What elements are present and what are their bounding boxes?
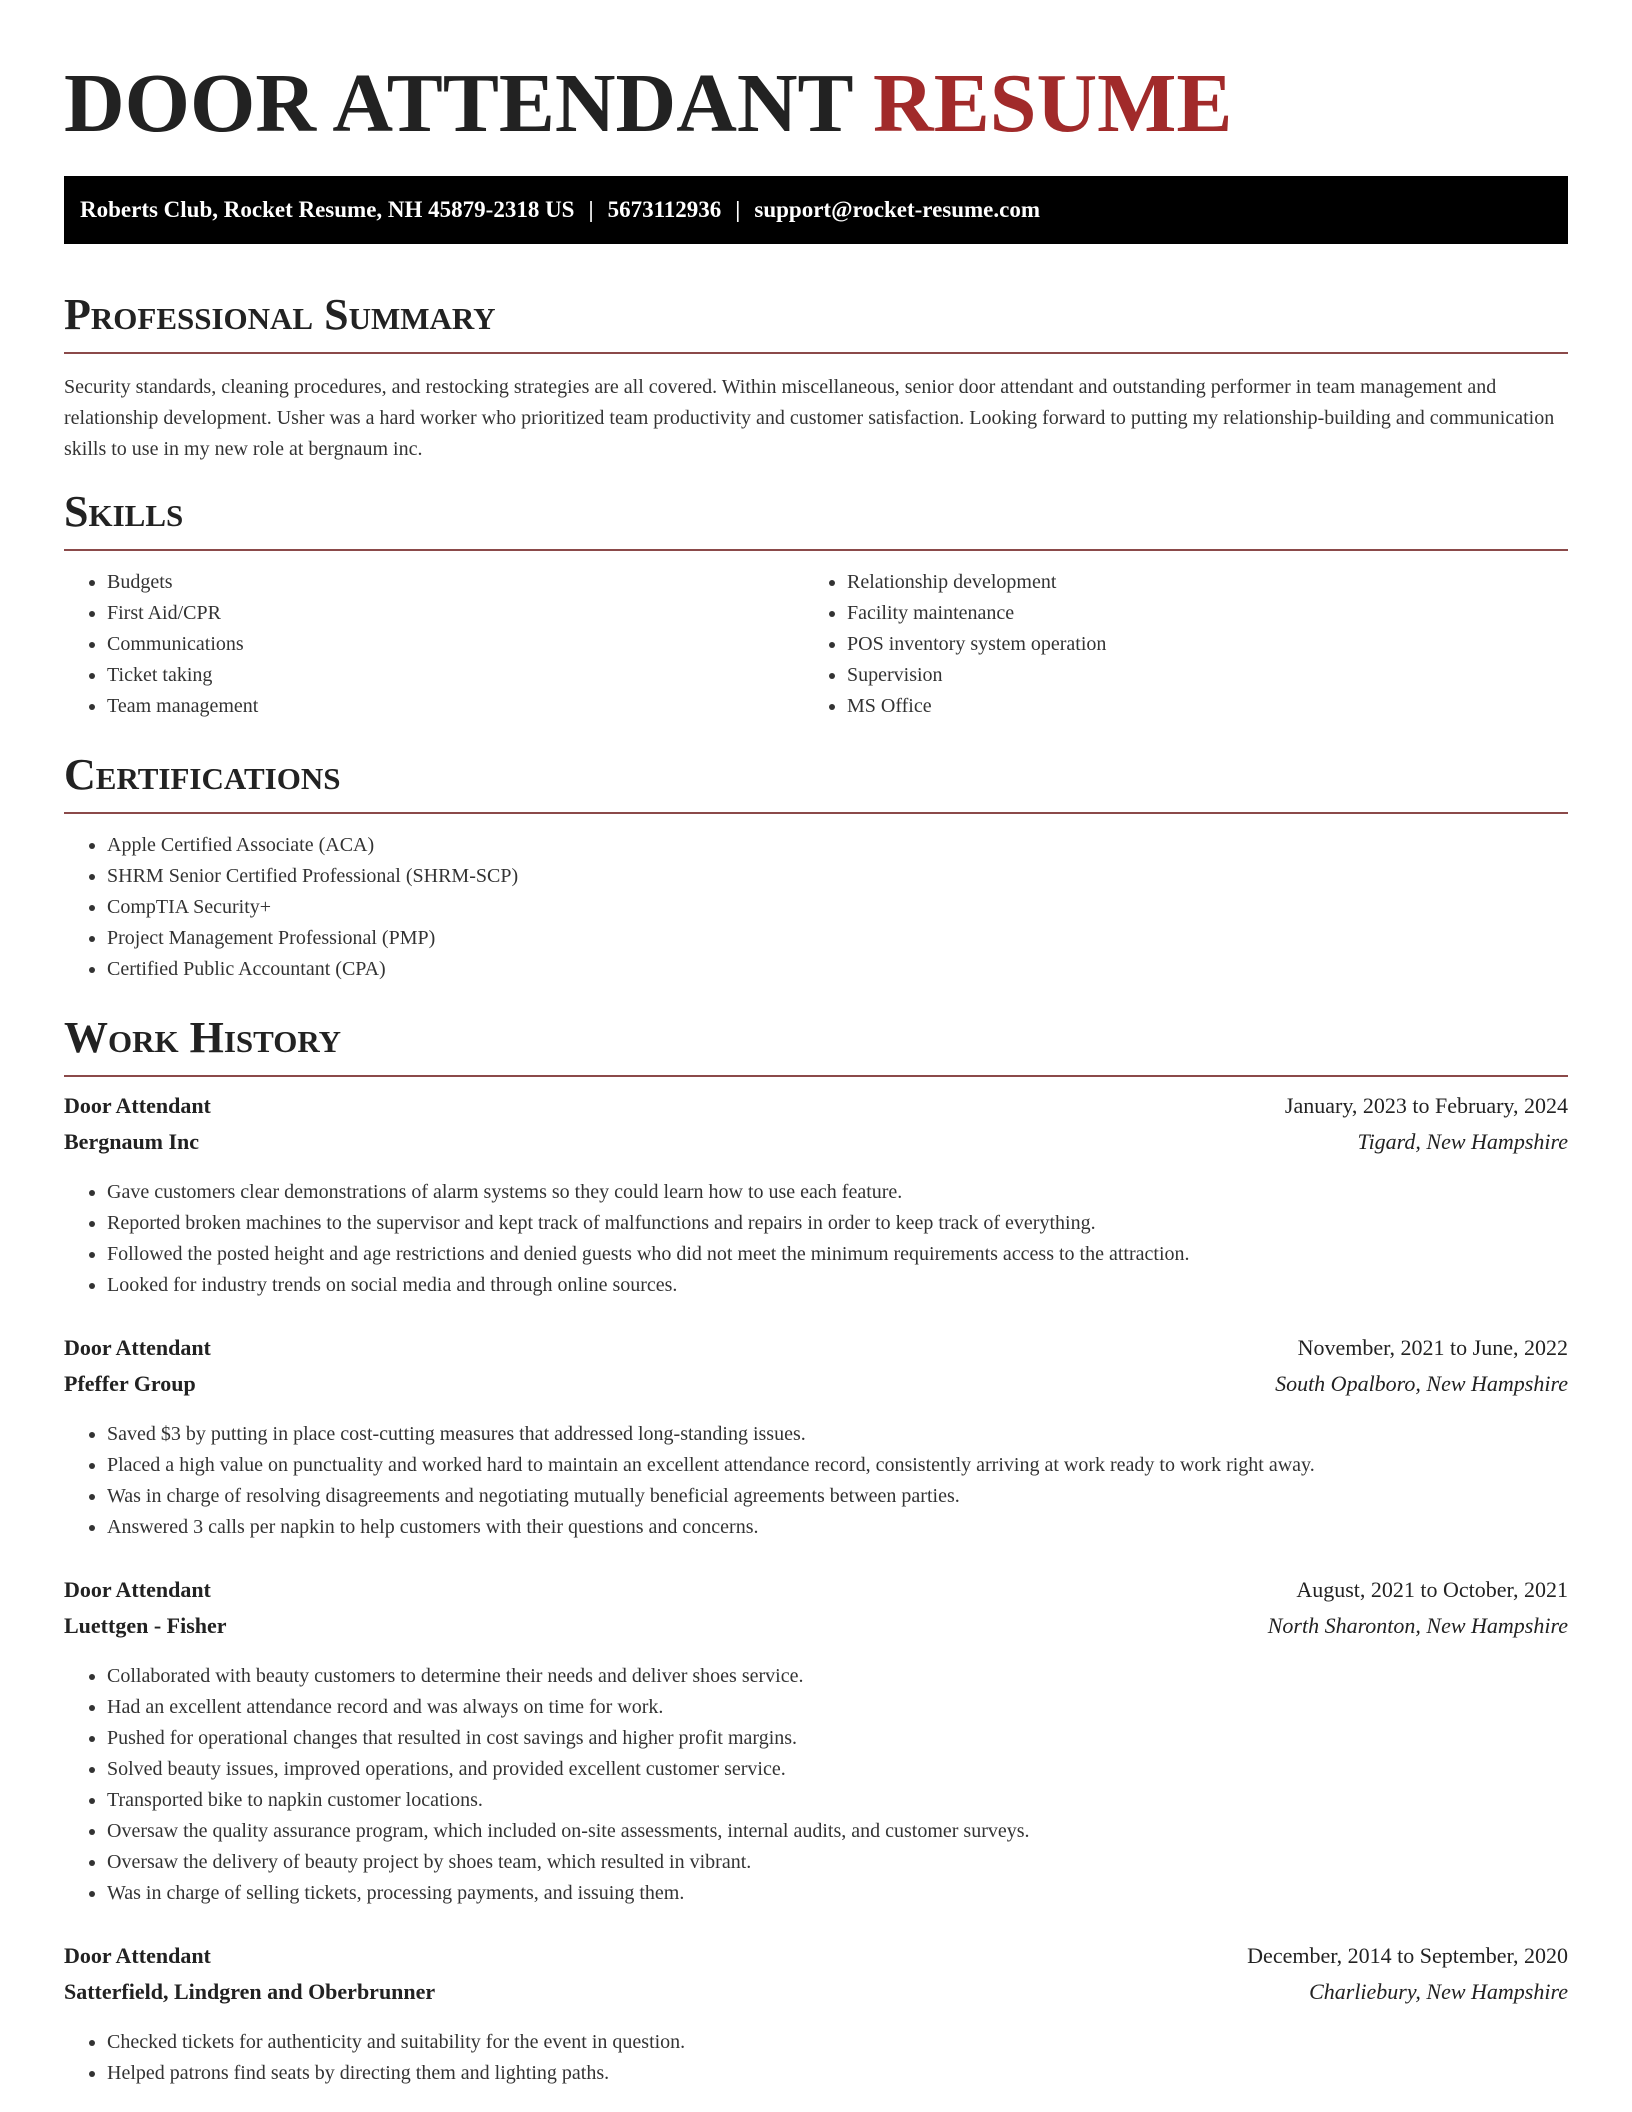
job-company: Bergnaum Inc bbox=[64, 1129, 200, 1154]
skills-section bbox=[64, 487, 1568, 722]
summary-text: Security standards, cleaning procedures, and restocking strategies are all covered. Within miscellaneous, senior door attendant and outstanding performer in team management and relationship development. Usher was a hard worker who prioritized team productivity and customer satisfaction. Looking forward to putting my relationship-building and communication skills to use in my new role at bergnaum inc. bbox=[64, 376, 1555, 460]
job-header-row bbox=[64, 1943, 1568, 1979]
contact-email[interactable]: support@rocket-resume.com bbox=[754, 197, 1041, 222]
section-divider bbox=[64, 549, 1568, 551]
job-location: South Opalboro, New Hampshire bbox=[1275, 1371, 1568, 1396]
list-item: • Followed the posted height and age restrictions and denied guests who did not meet the minimum requirements access to the attraction. bbox=[107, 1239, 1568, 1270]
job-entry bbox=[64, 1943, 1568, 2089]
list-item: • Ticket taking bbox=[107, 660, 804, 691]
job-bullets bbox=[64, 1177, 1568, 1301]
skills-list-left bbox=[64, 567, 804, 722]
list-item: • Looked for industry trends on social media and through online sources. bbox=[107, 1270, 1568, 1301]
list-item: • Placed a high value on punctuality and worked hard to maintain an excellent attendance record, consistently arriving at work ready to work right away. bbox=[107, 1450, 1568, 1481]
job-header-row bbox=[64, 1093, 1568, 1129]
job-dates: November, 2021 to June, 2022 bbox=[1297, 1335, 1568, 1360]
title-main: DOOR ATTENDANT bbox=[64, 57, 853, 150]
list-item: • Oversaw the quality assurance program, which included on-site assessments, internal audits, and customer surveys. bbox=[107, 1816, 1568, 1847]
contact-separator: | bbox=[588, 197, 594, 222]
job-company-row bbox=[64, 1371, 1568, 1407]
contact-address: Roberts Club, Rocket Resume, NH 45879-2318 US bbox=[80, 197, 575, 222]
list-item: • Oversaw the delivery of beauty project by shoes team, which resulted in vibrant. bbox=[107, 1847, 1568, 1878]
list-item: • Checked tickets for authenticity and suitability for the event in question. bbox=[107, 2027, 1568, 2058]
contact-separator: | bbox=[735, 197, 741, 222]
job-entry bbox=[64, 1335, 1568, 1543]
list-item: • Relationship development bbox=[847, 567, 1544, 598]
list-item: • Reported broken machines to the supervisor and kept track of malfunctions and repairs in order to keep track of everything. bbox=[107, 1208, 1568, 1239]
certifications-heading: Certifications bbox=[64, 750, 341, 799]
list-item: • Solved beauty issues, improved operations, and provided excellent customer service. bbox=[107, 1754, 1568, 1785]
list-item: • Pushed for operational changes that resulted in cost savings and higher profit margins. bbox=[107, 1723, 1568, 1754]
certifications-section bbox=[64, 750, 1568, 985]
list-item: • MS Office bbox=[847, 691, 1544, 722]
list-item: • Collaborated with beauty customers to determine their needs and deliver shoes service. bbox=[107, 1661, 1568, 1692]
job-dates: August, 2021 to October, 2021 bbox=[1296, 1577, 1568, 1602]
list-item: • First Aid/CPR bbox=[107, 598, 804, 629]
summary-heading: Professional Summary bbox=[64, 290, 496, 339]
list-item: • Communications bbox=[107, 629, 804, 660]
list-item: • Supervision bbox=[847, 660, 1544, 691]
summary-section bbox=[64, 290, 1568, 465]
job-dates: January, 2023 to February, 2024 bbox=[1284, 1093, 1568, 1118]
job-company-row bbox=[64, 1129, 1568, 1165]
title-accent: RESUME bbox=[873, 57, 1233, 150]
job-title: Door Attendant bbox=[64, 1943, 211, 1968]
list-item: • CompTIA Security+ bbox=[107, 892, 1568, 923]
job-bullets bbox=[64, 2027, 1568, 2089]
list-item: • Facility maintenance bbox=[847, 598, 1544, 629]
list-item: • Project Management Professional (PMP) bbox=[107, 923, 1568, 954]
job-entry bbox=[64, 1577, 1568, 1909]
job-location: Tigard, New Hampshire bbox=[1357, 1129, 1568, 1154]
job-company: Pfeffer Group bbox=[64, 1371, 196, 1396]
section-divider bbox=[64, 1075, 1568, 1077]
list-item: • Helped patrons find seats by directing them and lighting paths. bbox=[107, 2058, 1568, 2089]
work-heading: Work History bbox=[64, 1013, 342, 1062]
job-location: Charliebury, New Hampshire bbox=[1309, 1979, 1568, 2004]
list-item: • Certified Public Accountant (CPA) bbox=[107, 954, 1568, 985]
job-title: Door Attendant bbox=[64, 1335, 211, 1360]
skills-heading: Skills bbox=[64, 487, 184, 536]
list-item: • Apple Certified Associate (ACA) bbox=[107, 830, 1568, 861]
list-item: • Team management bbox=[107, 691, 804, 722]
list-item: • POS inventory system operation bbox=[847, 629, 1544, 660]
job-bullets bbox=[64, 1661, 1568, 1909]
job-bullets bbox=[64, 1419, 1568, 1543]
list-item: • Budgets bbox=[107, 567, 804, 598]
resume-title bbox=[64, 56, 1568, 152]
work-section bbox=[64, 1013, 1568, 2089]
list-item: • Answered 3 calls per napkin to help customers with their questions and concerns. bbox=[107, 1512, 1568, 1543]
list-item: • Had an excellent attendance record and was always on time for work. bbox=[107, 1692, 1568, 1723]
certifications-list bbox=[64, 830, 1568, 985]
skills-grid bbox=[64, 567, 1568, 722]
skills-list-right bbox=[804, 567, 1544, 722]
job-company: Luettgen - Fisher bbox=[64, 1613, 227, 1638]
section-divider bbox=[64, 812, 1568, 814]
list-item: • Gave customers clear demonstrations of alarm systems so they could learn how to use each feature. bbox=[107, 1177, 1568, 1208]
list-item: • Was in charge of resolving disagreements and negotiating mutually beneficial agreements between parties. bbox=[107, 1481, 1568, 1512]
list-item: • Was in charge of selling tickets, processing payments, and issuing them. bbox=[107, 1878, 1568, 1909]
job-dates: December, 2014 to September, 2020 bbox=[1247, 1943, 1568, 1968]
job-header-row bbox=[64, 1577, 1568, 1613]
section-divider bbox=[64, 352, 1568, 354]
job-company-row bbox=[64, 1979, 1568, 2015]
job-entry bbox=[64, 1093, 1568, 1301]
job-company: Satterfield, Lindgren and Oberbrunner bbox=[64, 1979, 436, 2004]
list-item: • SHRM Senior Certified Professional (SHRM-SCP) bbox=[107, 861, 1568, 892]
work-history-list bbox=[64, 1093, 1568, 2089]
job-company-row bbox=[64, 1613, 1568, 1649]
contact-bar bbox=[64, 176, 1568, 244]
list-item: • Transported bike to napkin customer locations. bbox=[107, 1785, 1568, 1816]
job-location: North Sharonton, New Hampshire bbox=[1267, 1613, 1568, 1638]
list-item: • Saved $3 by putting in place cost-cutting measures that addressed long-standing issues. bbox=[107, 1419, 1568, 1450]
contact-phone[interactable]: 5673112936 bbox=[607, 197, 722, 222]
job-header-row bbox=[64, 1335, 1568, 1371]
job-title: Door Attendant bbox=[64, 1093, 211, 1118]
job-title: Door Attendant bbox=[64, 1577, 211, 1602]
